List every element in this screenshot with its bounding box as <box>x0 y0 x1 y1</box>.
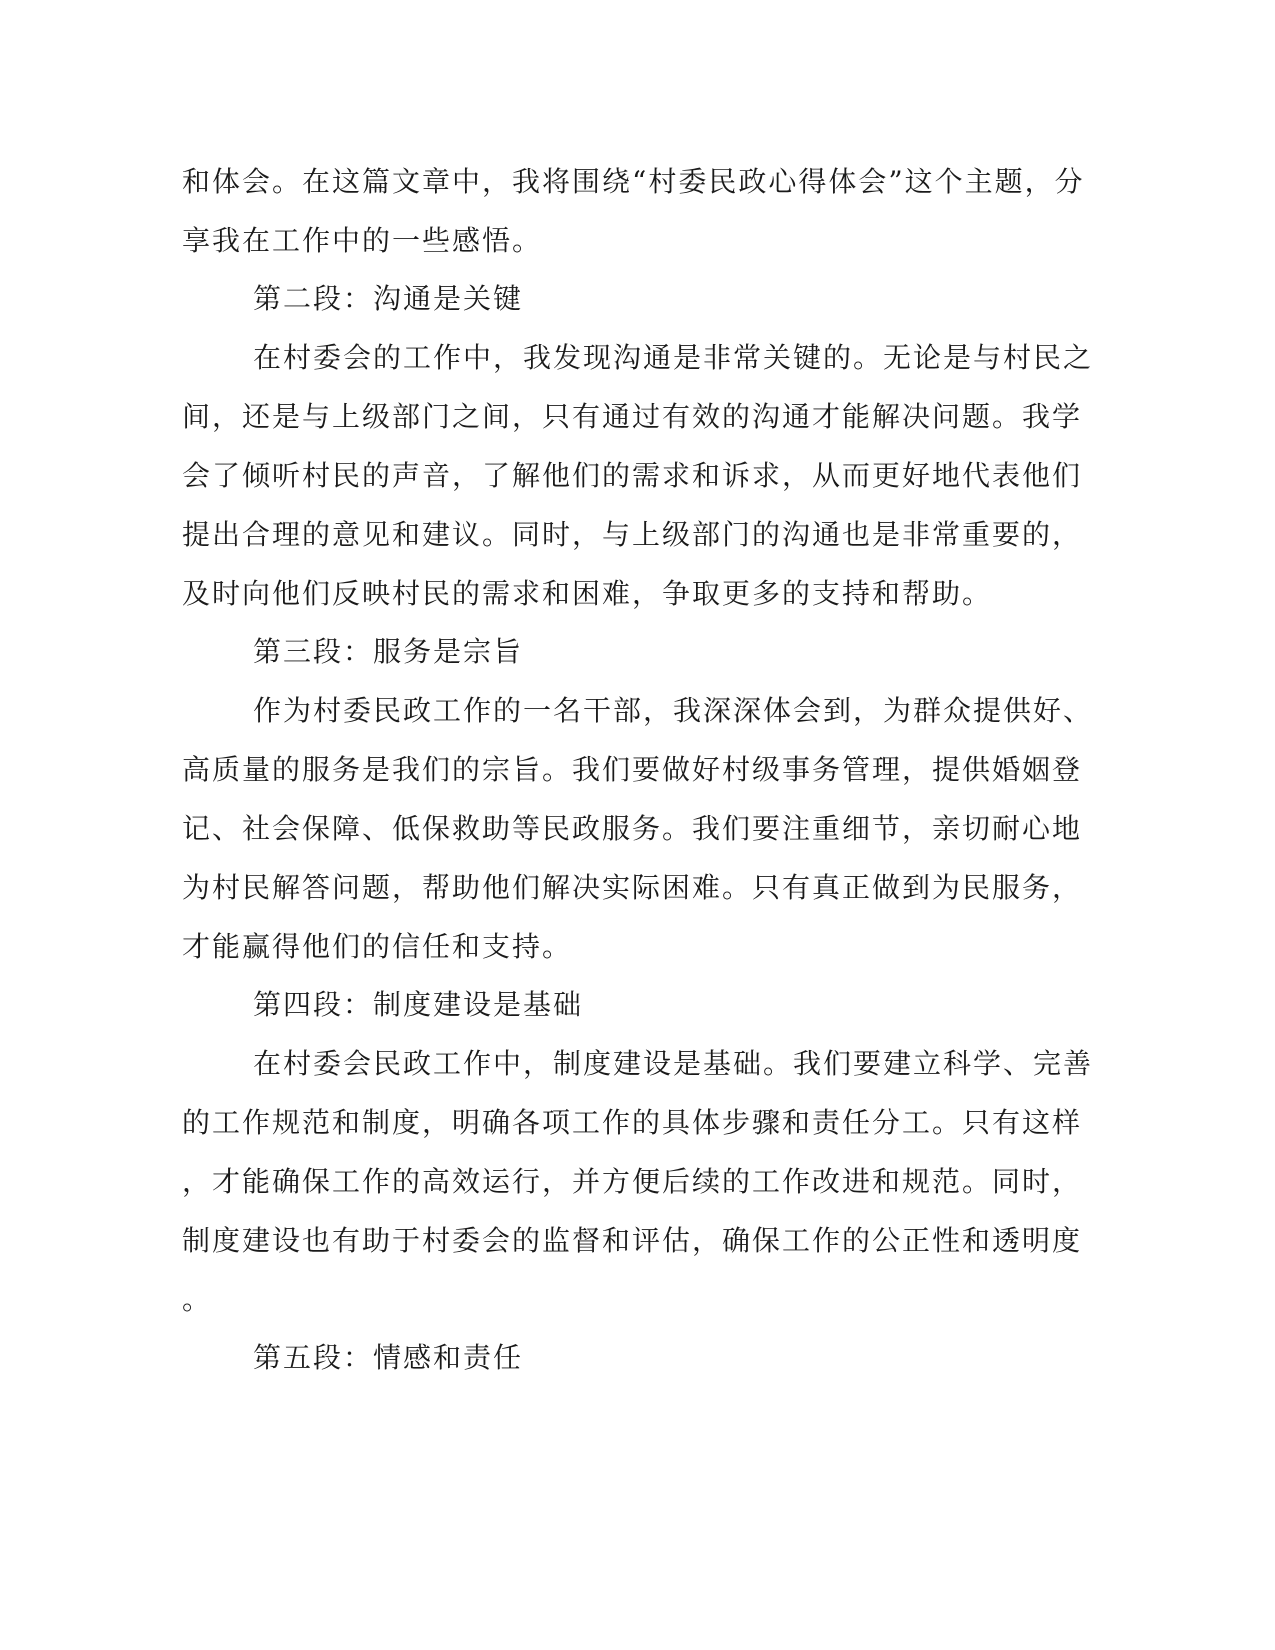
section-2-line-5: 及时向他们反映村民的需求和困难，争取更多的支持和帮助。 <box>182 577 993 610</box>
section-3-line-1: 作为村委民政工作的一名干部，我深深体会到，为群众提供好、 <box>253 694 1094 727</box>
paragraph-1-line-1: 和体会。在这篇文章中，我将围绕“村委民政心得体会”这个主题，分 <box>182 165 1085 198</box>
section-3-line-5: 才能赢得他们的信任和支持。 <box>182 930 573 963</box>
section-3-line-4: 为村民解答问题，帮助他们解决实际困难。只有真正做到为民服务， <box>182 871 1083 904</box>
section-2-line-4: 提出合理的意见和建议。同时，与上级部门的沟通也是非常重要的， <box>182 518 1083 551</box>
section-2-line-3: 会了倾听村民的声音，了解他们的需求和诉求，从而更好地代表他们 <box>182 459 1083 492</box>
section-2-line-1: 在村委会的工作中，我发现沟通是非常关键的。无论是与村民之 <box>253 341 1094 374</box>
section-4-heading: 第四段：制度建设是基础 <box>253 988 584 1021</box>
section-4-line-2: 的工作规范和制度，明确各项工作的具体步骤和责任分工。只有这样 <box>182 1106 1083 1139</box>
section-3-heading: 第三段：服务是宗旨 <box>253 635 524 668</box>
section-4-line-5: 。 <box>182 1283 213 1316</box>
section-4-line-4: 制度建设也有助于村委会的监督和评估，确保工作的公正性和透明度 <box>182 1224 1083 1257</box>
section-4-line-3: ，才能确保工作的高效运行，并方便后续的工作改进和规范。同时， <box>182 1165 1083 1198</box>
section-2-heading: 第二段：沟通是关键 <box>253 282 524 315</box>
paragraph-1-line-2: 享我在工作中的一些感悟。 <box>182 224 543 257</box>
section-5-heading: 第五段：情感和责任 <box>253 1341 524 1374</box>
section-3-line-3: 记、社会保障、低保救助等民政服务。我们要注重细节，亲切耐心地 <box>182 812 1083 845</box>
section-3-line-2: 高质量的服务是我们的宗旨。我们要做好村级事务管理，提供婚姻登 <box>182 753 1083 786</box>
section-4-line-1: 在村委会民政工作中，制度建设是基础。我们要建立科学、完善 <box>253 1047 1094 1080</box>
section-2-line-2: 间，还是与上级部门之间，只有通过有效的沟通才能解决问题。我学 <box>182 400 1083 433</box>
